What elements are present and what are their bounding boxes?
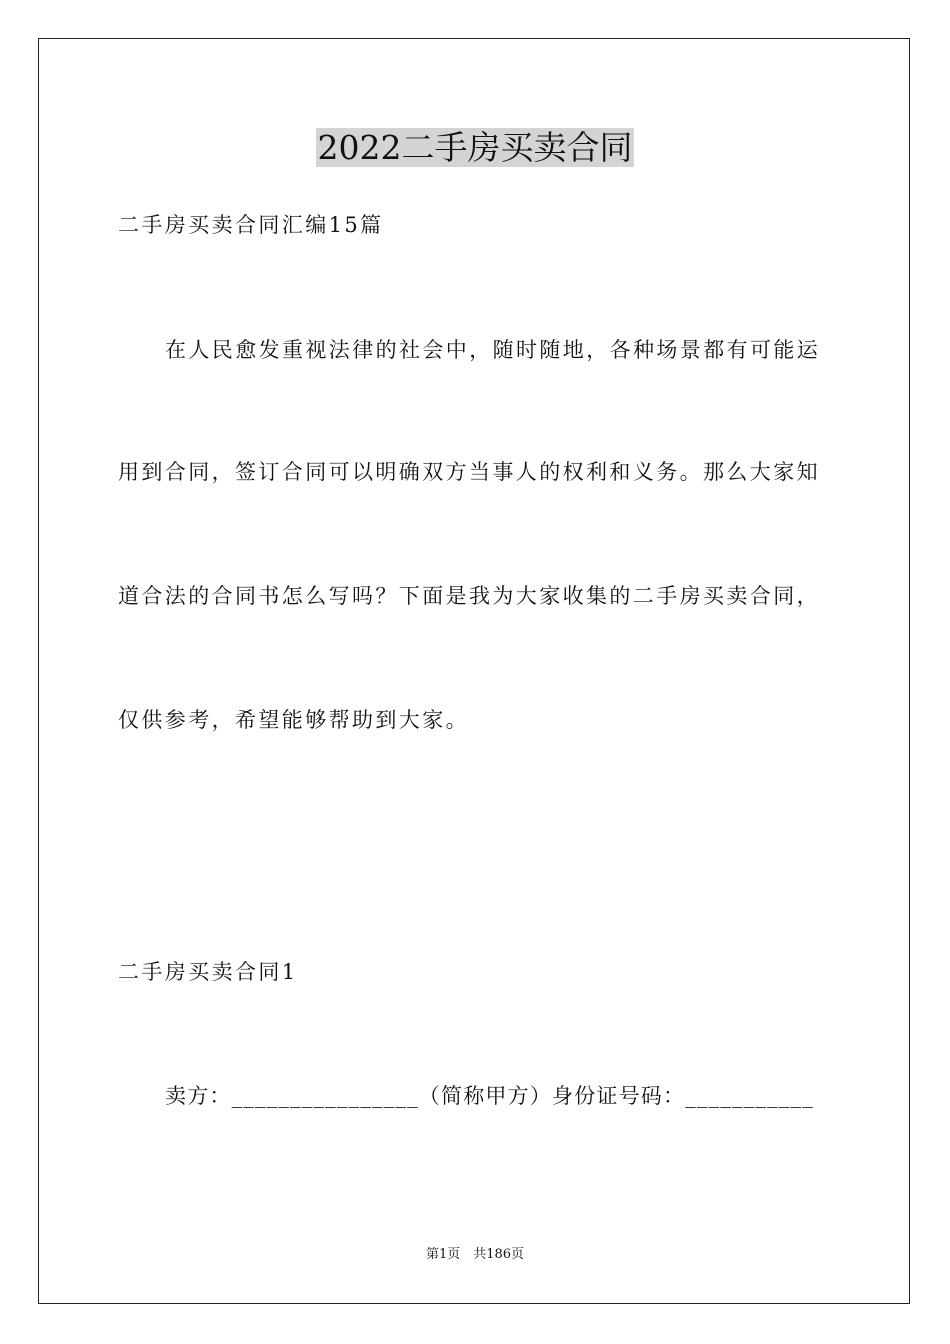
document-title-text: 2022二手房买卖合同 <box>317 128 633 167</box>
section-heading: 二手房买卖合同1 <box>118 960 298 984</box>
intro-line-4: 仅供参考，希望能够帮助到大家。 <box>118 708 469 732</box>
document-subtitle: 二手房买卖合同汇编15篇 <box>118 213 384 237</box>
intro-line-1: 在人民愈发重视法律的社会中，随时随地，各种场景都有可能运 <box>165 338 821 362</box>
page-footer: 第1页 共186页 <box>425 1247 525 1262</box>
intro-line-2: 用到合同，签订合同可以明确双方当事人的权利和义务。那么大家知 <box>118 460 820 484</box>
intro-line-3: 道合法的合同书怎么写吗？下面是我为大家收集的二手房买卖合同， <box>118 584 820 608</box>
seller-line: 卖方：________________（简称甲方）身份证号码：___________ <box>165 1084 814 1108</box>
document-title <box>0 126 950 170</box>
